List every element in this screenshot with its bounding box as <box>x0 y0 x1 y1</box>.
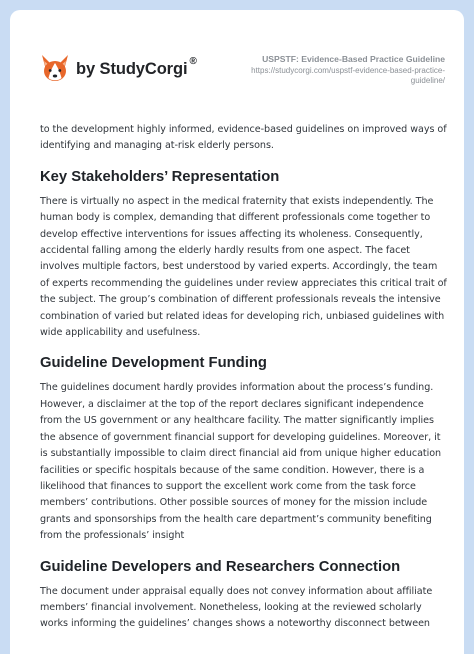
document-page <box>10 10 464 654</box>
document-meta <box>215 54 445 86</box>
corgi-head-icon <box>40 54 70 82</box>
section-heading: Guideline Development Funding <box>40 355 267 372</box>
studycorgi-logo[interactable] <box>40 54 197 82</box>
registered-mark: ® <box>189 55 197 67</box>
section-heading: Key Stakeholders’ Representation <box>40 168 280 185</box>
section-paragraph: The document under appraisal equally does not convey information about affiliate members’ financial involvement. Nonetheless, looking at the reviewed scholarly works informing the guidelines’ changes shows a noteworthy disconnect between <box>40 585 433 630</box>
document-url-line: guideline/ <box>410 76 445 85</box>
document-body <box>40 122 448 633</box>
section-paragraph: There is virtually no aspect in the medical fraternity that exists independently. The human body is complex, demanding that different professionals come together to develop effective interventions for issues affecting its wholeness. Consequently, accidental falling among the elderly hardly results from one aspect. The facet involves multiple factors, best understood by varied experts. Accordingly, the team of experts recommending the guidelines under review appreciates this critical trait of the subject. The group’s combination of different professionals reveals the intensive combination of varied but related ideas for developing rich, unbiased guidelines with wide applicability and usefulness. <box>40 195 447 339</box>
intro-paragraph: to the development highly informed, evidence-based guidelines on improved ways of identifying and managing at-risk elderly persons. <box>40 124 447 152</box>
brand-name: by StudyCorgi <box>76 59 188 78</box>
section-heading: Guideline Developers and Researchers Connection <box>40 558 401 575</box>
section-paragraph: The guidelines document hardly provides information about the process’s funding. However, a disclaimer at the top of the report declares significant independence from the US government or any healthcare facility. The matter significantly implies the absence of government financial support for developing guidelines. Moreover, it is substantially impossible to claim direct financial aid from unique higher education facilities or specific hospitals because of the same condition. However, there is a likelihood that finances to support the excellent work come from the task force members’ contributions. Other possible sources of money for the mission include grants and sponsorships from the health care department’s community benefiting from the professionals’ insight <box>40 382 442 542</box>
document-url-line: https://studycorgi.com/uspstf-evidence-based-practice- <box>251 66 445 75</box>
document-url[interactable] <box>215 66 445 86</box>
document-header <box>10 10 464 110</box>
document-title: USPSTF: Evidence-Based Practice Guideline <box>262 54 445 64</box>
